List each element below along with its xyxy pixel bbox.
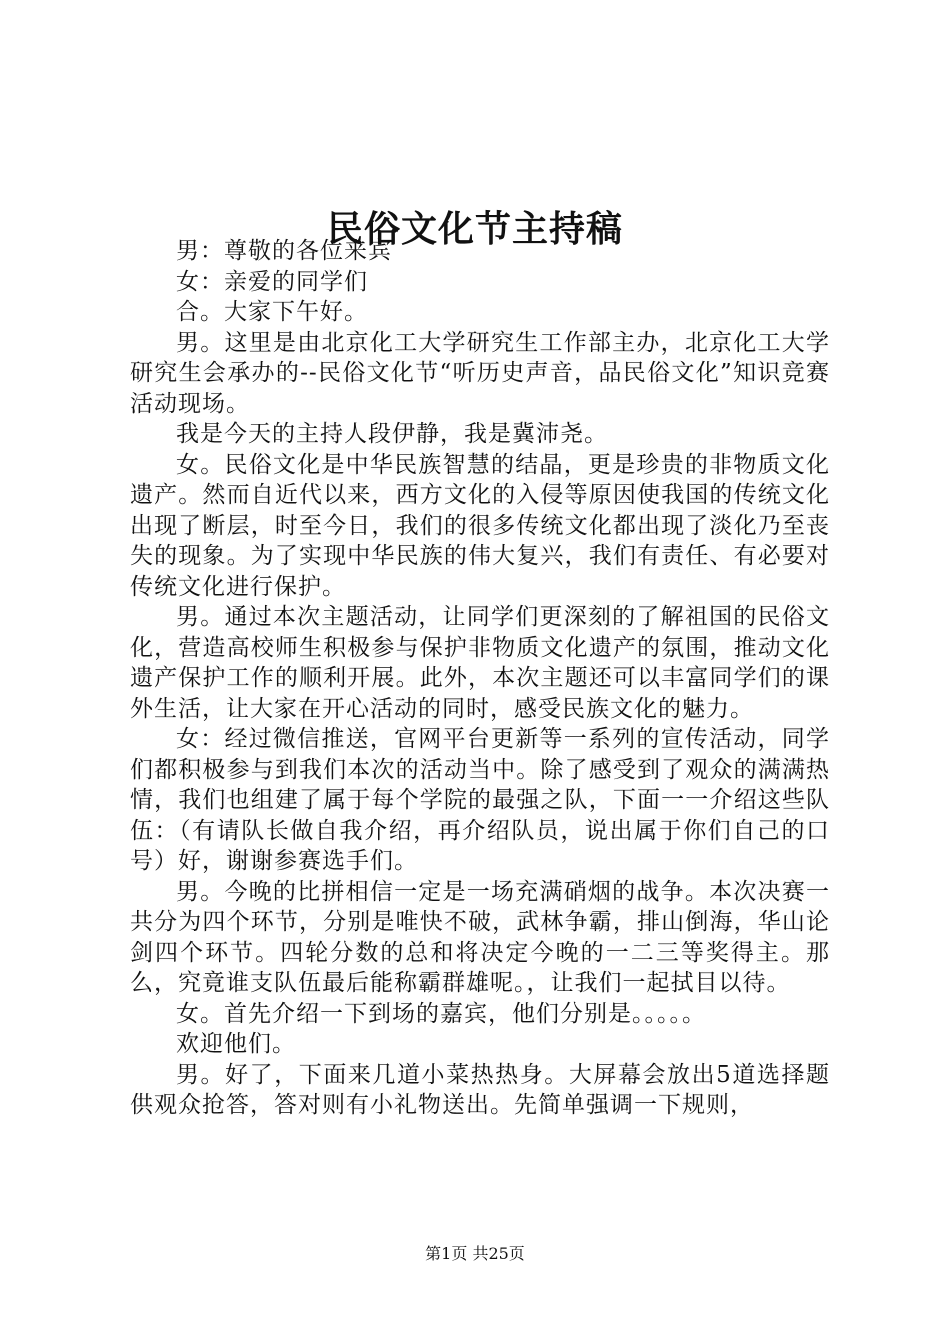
paragraph-event-purpose: 男。通过本次主题活动，让同学们更深刻的了解祖国的民俗文化，营造高校师生积极参与保护非物质文化遗产的氛围，推动文化遗产保护工作的顺利开展。此外，本次主题还可以丰富同学们的课外生活，让大家在开心活动的同时，感受民族文化的魅力。 xyxy=(130,604,830,722)
paragraph-warmup: 男。好了，下面来几道小菜热热身。大屏幕会放出5道选择题供观众抢答，答对则有小礼物送出。先简单强调一下规则， xyxy=(130,1061,830,1118)
paragraph-greeting-female: 女：亲爱的同学们 xyxy=(176,268,368,295)
paragraph-competition-rules: 男。今晚的比拼相信一定是一场充满硝烟的战争。本次决赛一共分为四个环节，分别是唯快不破，武林争霸，排山倒海，华山论剑四个环节。四轮分数的总和将决定今晚的一二三等奖得主。那么，究竟谁支队伍最后能称霸群雄呢。，让我们一起拭目以待。 xyxy=(130,878,830,996)
paragraph-greeting-together: 合。大家下午好。 xyxy=(176,299,368,325)
paragraph-hosts-intro: 我是今天的主持人段伊静，我是冀沛尧。 xyxy=(176,421,608,447)
document-body xyxy=(130,236,830,1121)
paragraph-greeting-male: 男：尊敬的各位来宾 xyxy=(176,238,392,264)
paragraph-event-intro: 男。这里是由北京化工大学研究生工作部主办，北京化工大学研究生会承办的--民俗文化节“听历史声音，品民俗文化”知识竞赛活动现场。 xyxy=(130,329,830,417)
paragraph-folk-culture: 女。民俗文化是中华民族智慧的结晶，更是珍贵的非物质文化遗产。然而自近代以来，西方文化的入侵等原因使我国的传统文化出现了断层，时至今日，我们的很多传统文化都出现了淡化乃至丧失的现象。为了实现中华民族的伟大复兴，我们有责任、有必要对传统文化进行保护。 xyxy=(130,451,830,600)
paragraph-guests-intro: 女。首先介绍一下到场的嘉宾，他们分别是。。。。。 xyxy=(176,1000,706,1027)
document-title: 民俗文化节主持稿 xyxy=(326,208,623,251)
paragraph-teams-intro: 女：经过微信推送，官网平台更新等一系列的宣传活动，同学们都积极参与到我们本次的活动当中。除了感受到了观众的满满热情，我们也组建了属于每个学院的最强之队，下面一一介绍这些队伍：（有请队长做自我介绍，再介绍队员，说出属于你们自己的口号）好，谢谢参赛选手们。 xyxy=(130,726,830,874)
paragraph-welcome: 欢迎他们。 xyxy=(176,1031,296,1057)
page-number-footer: 第1页 共25页 xyxy=(425,1244,525,1263)
